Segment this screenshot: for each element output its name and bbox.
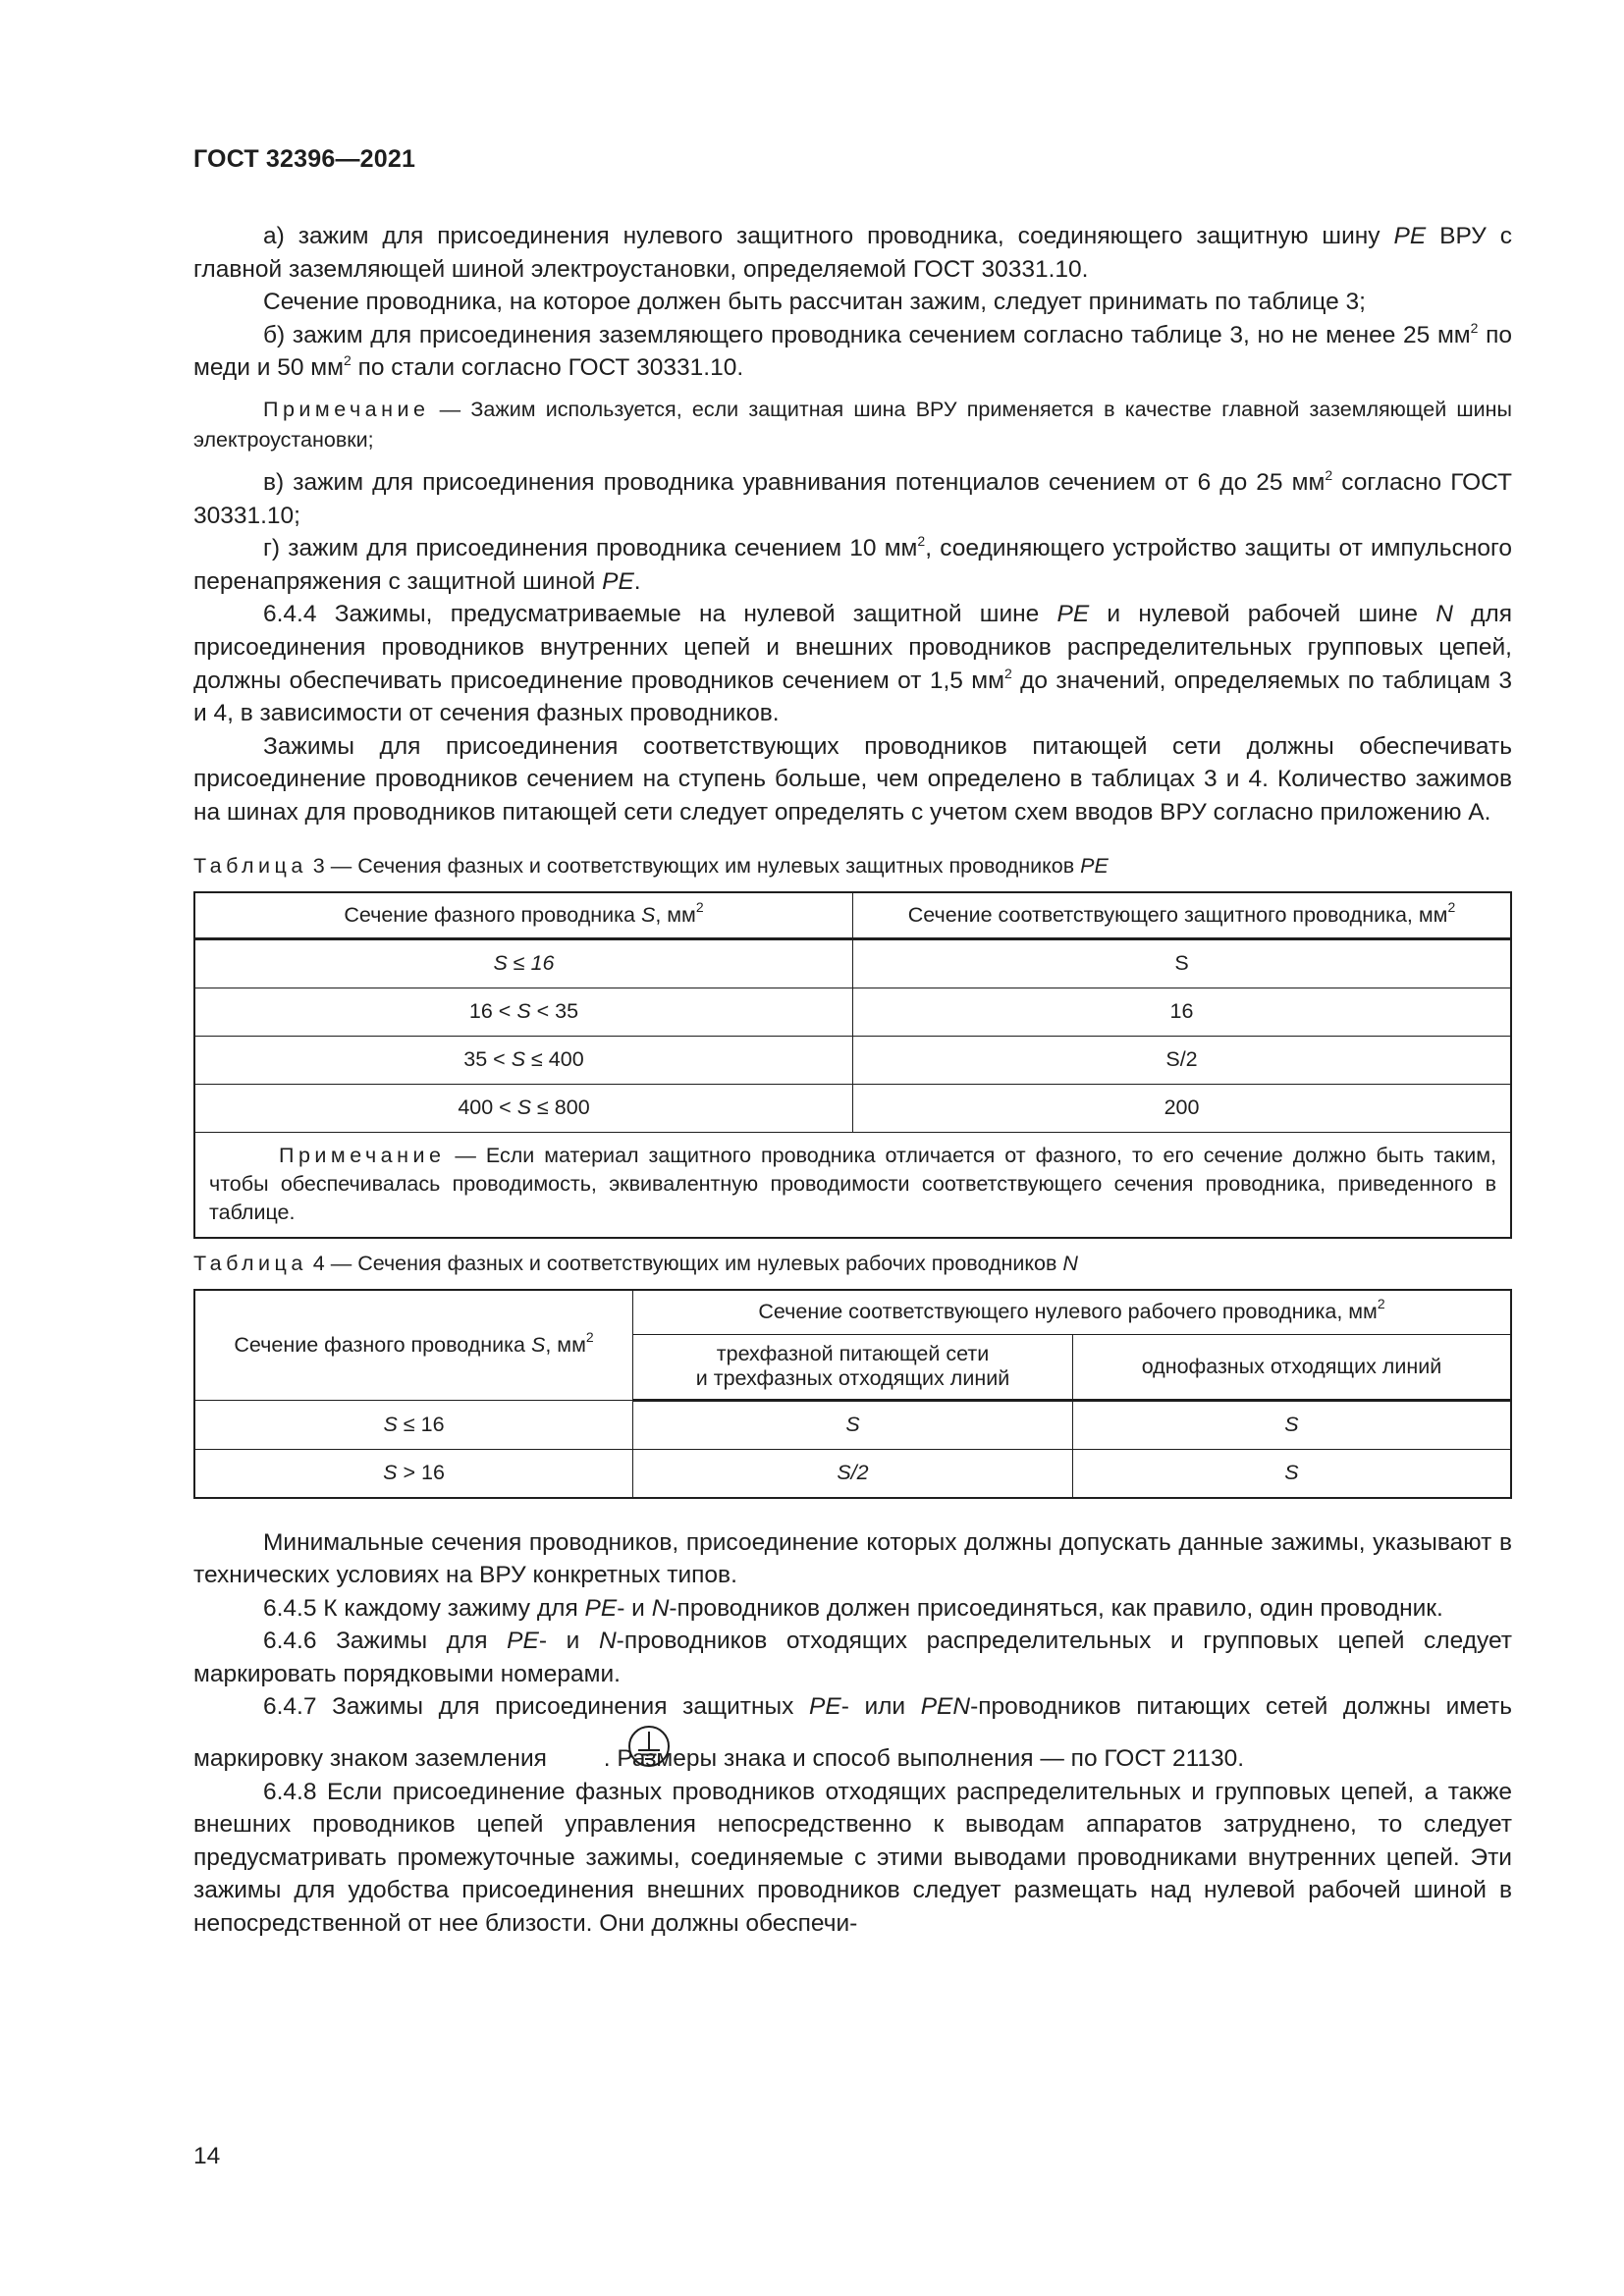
clause-6-4-4: 6.4.4 Зажимы, предусматриваемые на нулевой защитной шине PE и нулевой рабочей шине N для присоединения проводников внутренних цепей и внешних проводников распределительных групповых цепей, должны обеспечивать присоединение проводников сечением от 1,5 $мм^2$ до значений, определяемых по таблицам 3 и 4, в зависимости от сечения фазных проводников. — [193, 601, 1513, 727]
table-cell: 400 < S ≤ 800 — [194, 1084, 853, 1132]
table-cell: S ≤ 16 — [194, 1400, 633, 1449]
table-cell: S — [853, 938, 1512, 988]
document-page — [193, 145, 1512, 1941]
table-row — [194, 1449, 1511, 1498]
item-b: б) зажим для присоединения заземляющего проводника сечением согласно таблице 3, но не менее 25 $мм^2$ по меди и 50 $мм^2$ по стали согласно ГОСТ 30331.10. — [193, 319, 1512, 382]
clause-6-4-6: 6.4.6 Зажимы для PE- и N-проводников отходящих распределительных и групповых цепей следует маркировать порядковыми номерами. — [193, 1628, 1512, 1687]
item-a: а) зажим для присоединения нулевого защитного проводника, соединяющего защитную шину PE ВРУ с главной заземляющей шиной электроустановки, определяемой ГОСТ 30331.10. — [193, 223, 1513, 283]
minimal-sections-paragraph: Минимальные сечения проводников, присоединение которых должны допускать данные зажимы, указывают в технических условиях на ВРУ конкретных типов. — [193, 1528, 1512, 1589]
table-cell: 35 < S ≤ 400 — [194, 1036, 853, 1084]
table-cell: S — [1072, 1400, 1511, 1449]
table-row — [194, 1084, 1511, 1132]
table4-header-single-phase: однофазных отходящих линий — [1072, 1334, 1511, 1400]
clause-6-4-8: 6.4.8 Если присоединение фазных проводников отходящих распределительных и групповых цепей, а также внешних проводников цепей управления непосредственно к выводам аппаратов затруднено, то следует предусматривать промежуточные зажимы, соединяемые с этими выводами проводниками внутренних цепей. Эти зажимы для удобства присоединения внешних проводников следует размещать над нулевой рабочей шиной в непосредственной от нее близости. Они должны обеспечи- — [193, 1778, 1512, 1938]
supply-terminals-paragraph: Зажимы для присоединения соответствующих проводников питающей сети должны обеспечивать присоединение проводников сечением на ступень больше, чем определено в таблицах 3 и 4. Количество зажимов на шинах для проводников питающей сети следует определять с учетом схем вводов ВРУ согласно приложению А. — [193, 732, 1512, 826]
table-row — [194, 988, 1511, 1036]
table3-header-protective: Сечение соответствующего защитного проводника, $мм^2$ — [853, 892, 1512, 939]
note-main-grounding: Примечание — Зажим используется, если защитная шина ВРУ применяется в качестве главной заземляющей шины электроустановки; — [193, 397, 1512, 452]
table-4 — [193, 1289, 1512, 1499]
table-row — [194, 938, 1511, 988]
table-cell: S/2 — [853, 1036, 1512, 1084]
table-cell: S — [1072, 1449, 1511, 1498]
table-cell: S — [633, 1400, 1073, 1449]
table-row — [194, 1036, 1511, 1084]
table4-header-phase: Сечение фазного проводника S, $мм^2$ — [194, 1290, 633, 1401]
table-3 — [193, 891, 1512, 1239]
clause-6-4-5: 6.4.5 К каждому зажиму для PE- и N-проводников должен присоединяться, как правило, один проводник. — [263, 1594, 1443, 1622]
table3-caption: Таблица 3 — Сечения фазных и соответствующих им нулевых защитных проводников PE — [193, 853, 1109, 878]
document-header: ГОСТ 32396—2021 — [193, 145, 416, 173]
table-cell: 16 < S < 35 — [194, 988, 853, 1036]
table-cell: 16 — [853, 988, 1512, 1036]
table3-note-row — [194, 1132, 1511, 1238]
table3-header-phase: Сечение фазного проводника S, $мм^2$ — [194, 892, 853, 939]
table-row — [194, 1400, 1511, 1449]
table4-header-neutral-group: Сечение соответствующего нулевого рабочего проводника, $мм^2$ — [633, 1290, 1511, 1335]
item-g: г) зажим для присоединения проводника сечением 10 $мм^2$, соединяющего устройство защиты от импульсного перенапряжения с защитной шиной PE. — [193, 533, 1512, 595]
table4-caption: Таблица 4 — Сечения фазных и соответствующих им нулевых рабочих проводников N — [193, 1251, 1078, 1275]
table-cell: S/2 — [633, 1449, 1073, 1498]
clause-6-4-7: 6.4.7 Зажимы для присоединения защитных PE- или PEN-проводников питающих сетей должны иметь маркировку знаком заземления . Размеры знака и способ выполнения — по ГОСТ 21130. — [193, 1693, 1512, 1773]
table3-note: Примечание — Если материал защитного проводника отличается от фазного, то его сечение должно быть таким, чтобы обеспечивалась проводимость, эквивалентную проводимости соответствующего сечения проводника, приведенного в таблице. — [194, 1132, 1511, 1238]
table-cell: 200 — [853, 1084, 1512, 1132]
text-after-tables — [193, 1526, 1512, 1941]
ground-symbol-icon — [557, 1724, 602, 1769]
item-v: в) зажим для присоединения проводника уравнивания потенциалов сечением от 6 до 25 $мм^2$ согласно ГОСТ 30331.10; — [193, 466, 1512, 529]
table4-header-three-phase: трехфазной питающей сети и трехфазных отходящих линий — [633, 1334, 1073, 1400]
table-cell: S ≤ 16 — [194, 938, 853, 988]
table-cell: S > 16 — [194, 1449, 633, 1498]
page-number: 14 — [193, 2143, 221, 2169]
section-paragraph: Сечение проводника, на которое должен быть рассчитан зажим, следует принимать по таблице 3; — [263, 289, 1366, 316]
